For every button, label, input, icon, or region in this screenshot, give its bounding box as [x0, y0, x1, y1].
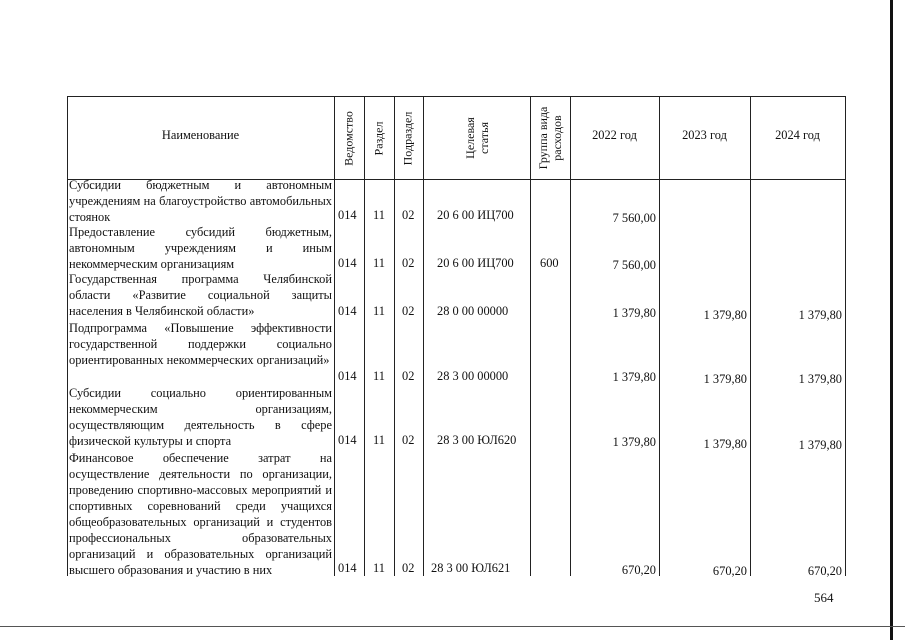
row-5-2022: 670,20: [621, 563, 656, 577]
binder-edge: [890, 0, 893, 640]
row-1-name: Предоставление субсидий бюджетным, автономным учреждениям и иным некоммерческим организациям: [69, 225, 332, 271]
row-0-subsection: 02: [402, 208, 415, 222]
header-dept: Ведомство: [341, 111, 356, 166]
row-0-dept: 014: [338, 208, 357, 222]
row-1-2022: 7 560,00: [612, 258, 656, 272]
row-0-2022: 7 560,00: [612, 211, 656, 225]
row-3-target: 28 3 00 00000: [437, 369, 509, 383]
row-5-2023: 670,20: [712, 564, 747, 578]
row-4-2022: 1 379,80: [612, 435, 656, 449]
row-4-name: Субсидии социально ориентированным некоммерческим организациям, осуществляющим деятельность в сфере физической культуры и спорта: [69, 386, 332, 448]
row-3-name: Подпрограмма «Повышение эффективности государственной поддержки социально ориентированных некоммерческих организаций»: [69, 321, 332, 367]
row-2-section: 11: [373, 304, 385, 318]
col-border-group: [570, 96, 571, 576]
row-5-section: 11: [373, 561, 385, 575]
row-0-target: 20 6 00 ИЦ700: [437, 208, 514, 222]
row-2-2022: 1 379,80: [612, 306, 656, 320]
row-1-target: 20 6 00 ИЦ700: [437, 256, 514, 270]
row-3-2024: 1 379,80: [798, 372, 842, 386]
row-2-target: 28 0 00 00000: [437, 304, 509, 318]
row-1-subsection: 02: [402, 256, 415, 270]
header-group: [530, 93, 570, 183]
row-3-dept: 014: [338, 369, 357, 383]
header-2022: 2022 год: [592, 128, 637, 142]
col-border-right: [845, 96, 846, 576]
header-name: Наименование: [161, 128, 240, 142]
row-1-section: 11: [373, 256, 385, 270]
header-2023: 2023 год: [682, 128, 727, 142]
header-group-line2: расходов: [550, 115, 564, 161]
header-target-line1: Целевая: [463, 117, 477, 159]
row-4-section: 11: [373, 433, 385, 447]
col-border-2023: [750, 96, 751, 576]
row-1-group: 600: [540, 256, 559, 270]
header-section: Раздел: [371, 121, 386, 156]
header-2024: 2024 год: [775, 128, 820, 142]
header-target: [457, 93, 497, 183]
row-3-section: 11: [373, 369, 385, 383]
row-3-subsection: 02: [402, 369, 415, 383]
header-target-line2: статья: [477, 122, 491, 154]
scan-bottom-line: [0, 626, 905, 627]
table-top-border: [67, 96, 845, 97]
row-2-2023: 1 379,80: [703, 308, 747, 322]
row-4-2024: 1 379,80: [798, 438, 842, 452]
row-0-section: 11: [373, 208, 385, 222]
row-4-subsection: 02: [402, 433, 415, 447]
header-group-line1: Группа вида: [536, 106, 550, 170]
page-number: 564: [814, 590, 834, 605]
row-2-dept: 014: [338, 304, 357, 318]
col-border-section: [394, 96, 395, 576]
row-5-target: 28 3 00 ЮЛ621: [431, 561, 511, 575]
row-5-subsection: 02: [402, 561, 415, 575]
row-2-2024: 1 379,80: [798, 308, 842, 322]
row-3-2023: 1 379,80: [703, 372, 747, 386]
col-border-name: [334, 96, 335, 576]
row-5-dept: 014: [338, 561, 357, 575]
row-4-dept: 014: [338, 433, 357, 447]
row-5-2024: 670,20: [807, 564, 842, 578]
col-border-2022: [659, 96, 660, 576]
col-border-left: [67, 96, 68, 576]
row-4-2023: 1 379,80: [703, 437, 747, 451]
row-2-name: Государственная программа Челябинской области «Развитие социальной защиты населения в Челябинской области»: [69, 272, 332, 318]
row-2-subsection: 02: [402, 304, 415, 318]
col-border-dept: [364, 96, 365, 576]
row-5-name: Финансовое обеспечение затрат на осуществление деятельности по организации, проведению спортивно-массовых мероприятий и спортивных соревнований среди учащихся общеобразовательных организаций и студентов профессиональных образовательных организаций и образовательных организаций высшего образования и участию в них: [69, 451, 332, 577]
row-1-dept: 014: [338, 256, 357, 270]
col-border-subsection: [423, 96, 424, 576]
row-0-name: Субсидии бюджетным и автономным учреждениям на благоустройство автомобильных стоянок: [69, 178, 332, 224]
header-subsection: Подраздел: [400, 111, 415, 166]
row-4-target: 28 3 00 ЮЛ620: [437, 433, 517, 447]
row-3-2022: 1 379,80: [612, 370, 656, 384]
